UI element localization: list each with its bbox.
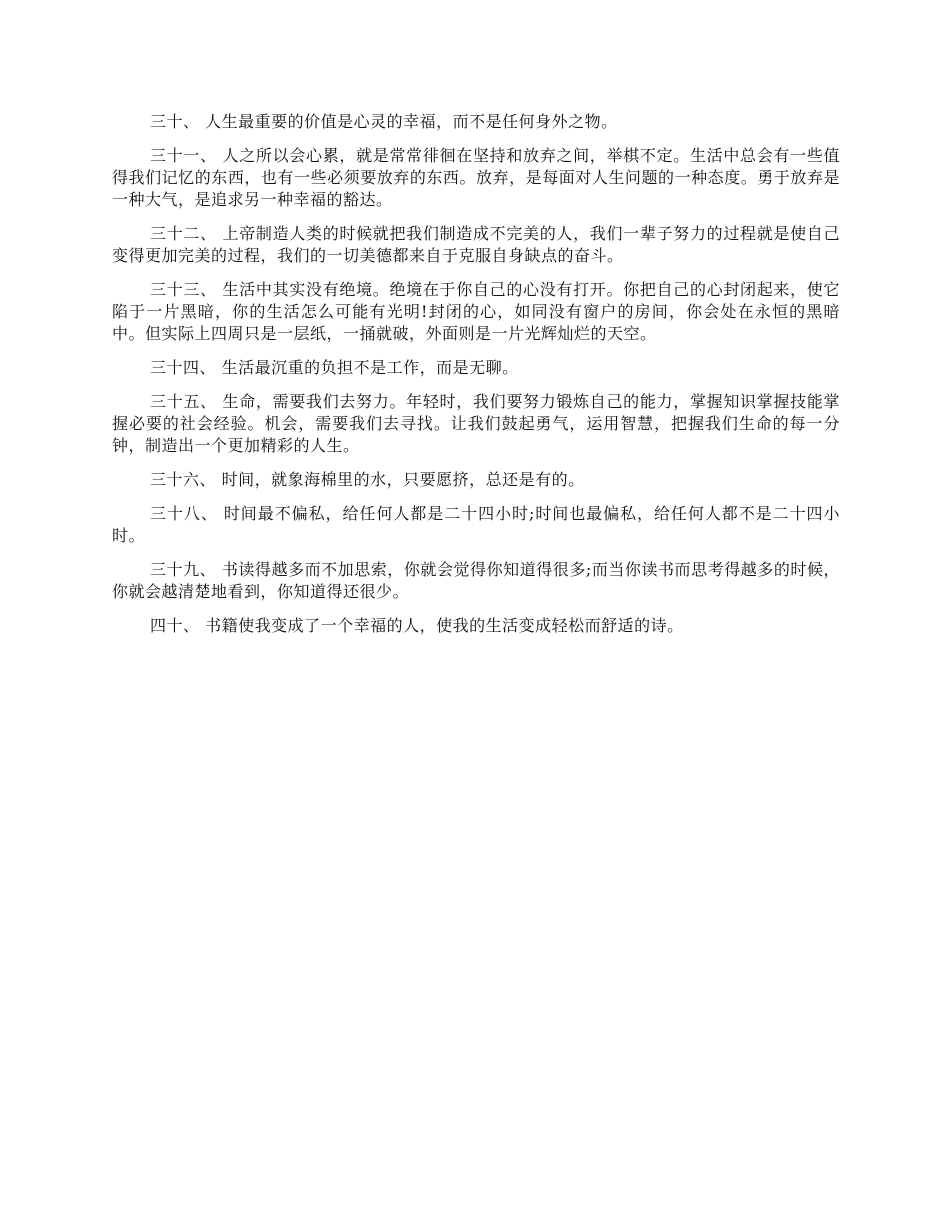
paragraph-31: 三十一、 人之所以会心累，就是常常徘徊在坚持和放弃之间，举棋不定。生活中总会有一些值得我们记忆的东西，也有一些必须要放弃的东西。放弃，是每面对人生问题的一种态度。勇于放弃是一种大气，是追求另一种幸福的豁达。 — [112, 146, 840, 209]
paragraph-39: 三十九、 书读得越多而不加思索，你就会觉得你知道得很多;而当你读书而思考得越多的时候，你就会越清楚地看到，你知道得还很少。 — [112, 560, 840, 601]
paragraph-35: 三十五、 生命，需要我们去努力。年轻时，我们要努力锻炼自己的能力，掌握知识掌握技能掌握必要的社会经验。机会，需要我们去寻找。让我们鼓起勇气，运用智慧，把握我们生命的每一分钟，制造出一个更加精彩的人生。 — [112, 392, 840, 455]
paragraph-36: 三十六、 时间，就象海棉里的水，只要愿挤，总还是有的。 — [150, 470, 585, 489]
paragraph-33: 三十三、 生活中其实没有绝境。绝境在于你自己的心没有打开。你把自己的心封闭起来，使它陷于一片黑暗，你的生活怎么可能有光明!封闭的心，如同没有窗户的房间，你会处在永恒的黑暗中。但实际上四周只是一层纸，一捅就破，外面则是一片光辉灿烂的天空。 — [112, 280, 840, 343]
paragraph-38: 三十八、 时间最不偏私，给任何人都是二十四小时;时间也最偏私，给任何人都不是二十四小时。 — [112, 504, 840, 545]
paragraph-34: 三十四、 生活最沉重的负担不是工作，而是无聊。 — [150, 358, 519, 377]
paragraph-30: 三十、 人生最重要的价值是心灵的幸福，而不是任何身外之物。 — [150, 112, 618, 131]
paragraph-32: 三十二、 上帝制造人类的时候就把我们制造成不完美的人，我们一辈子努力的过程就是使自己变得更加完美的过程，我们的一切美德都来自于克服自身缺点的奋斗。 — [112, 224, 840, 265]
paragraph-40: 四十、 书籍使我变成了一个幸福的人，使我的生活变成轻松而舒适的诗。 — [150, 616, 684, 635]
document-body — [112, 111, 840, 649]
